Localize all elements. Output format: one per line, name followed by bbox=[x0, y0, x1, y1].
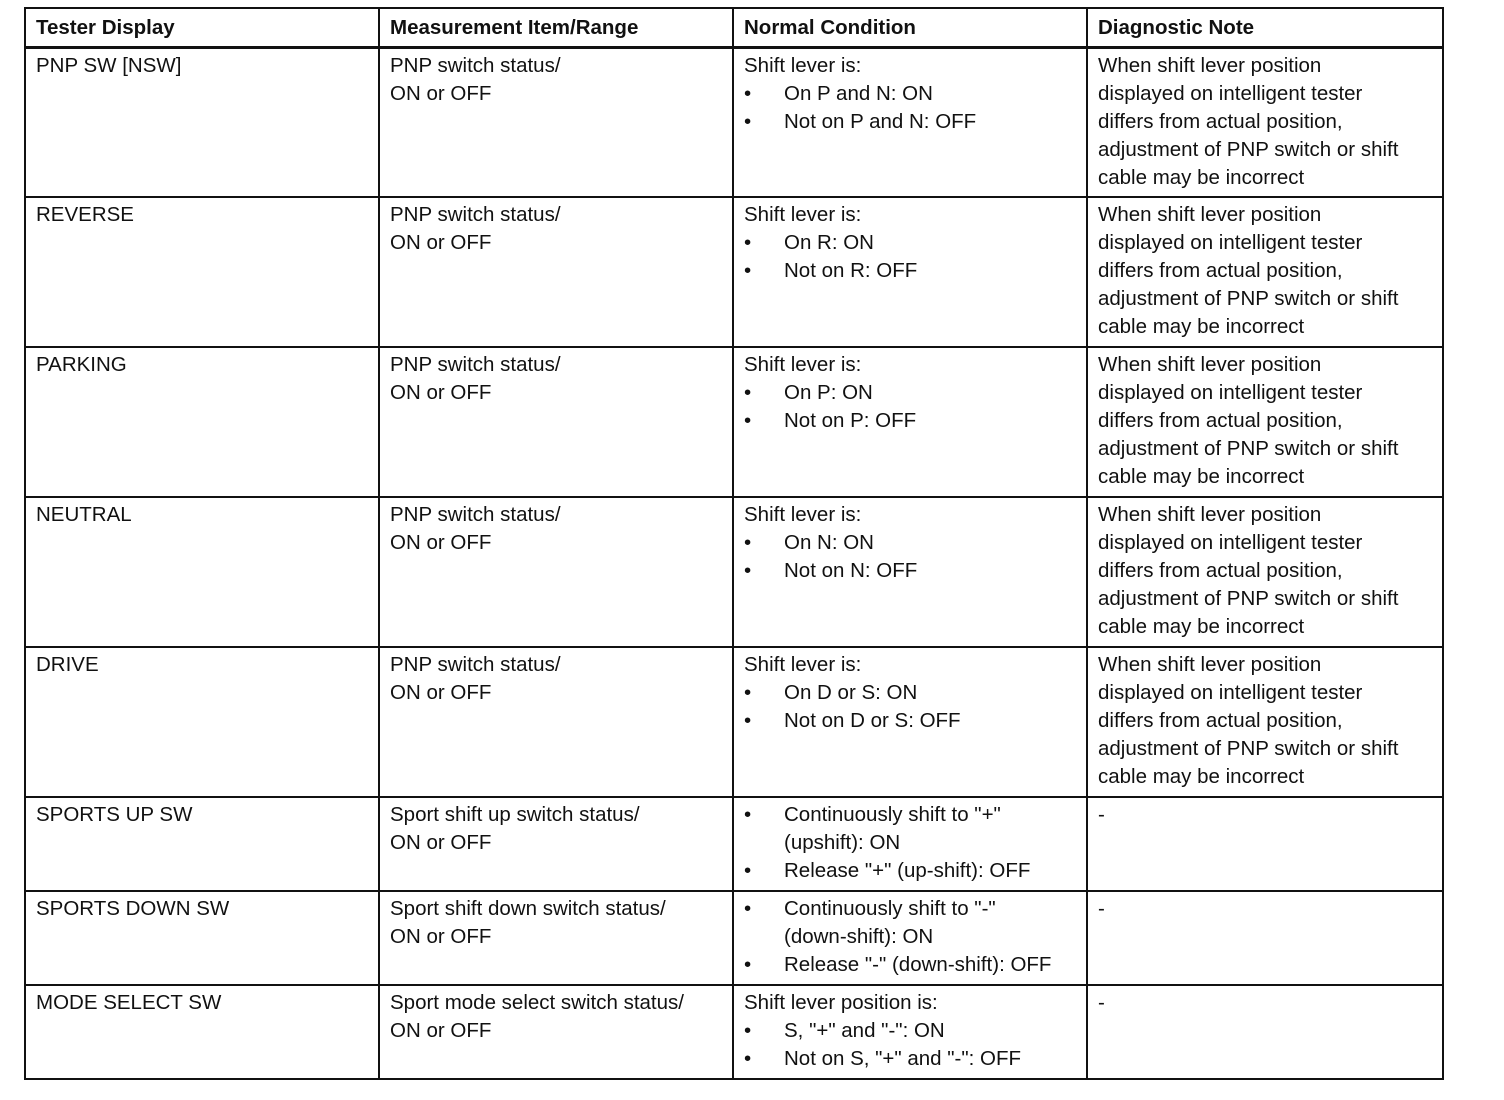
table-row bbox=[25, 985, 1443, 1079]
table-row bbox=[25, 47, 1443, 197]
measurement-line: Sport mode select switch status/ bbox=[390, 991, 684, 1014]
diagnostic-note-line: When shift lever position bbox=[1098, 353, 1322, 376]
diagnostic-note-line: differs from actual position, bbox=[1098, 109, 1343, 133]
tester-display-label: PARKING bbox=[36, 353, 127, 376]
diagnostic-note-line: - bbox=[1098, 991, 1105, 1014]
condition-intro: Shift lever is: bbox=[744, 203, 862, 226]
condition-bullet-item bbox=[744, 407, 1078, 435]
condition-text: On N: ON bbox=[784, 531, 874, 554]
measurement-line: PNP switch status/ bbox=[390, 53, 561, 77]
measurement-line: PNP switch status/ bbox=[390, 203, 561, 226]
measurement-line: ON or OFF bbox=[390, 531, 492, 554]
bullet-dot-icon: • bbox=[744, 381, 752, 404]
bullet-dot-icon: • bbox=[744, 531, 752, 554]
condition-intro: Shift lever is: bbox=[744, 503, 862, 526]
diagnostic-note-cell bbox=[1087, 347, 1443, 497]
bullet-dot-icon: • bbox=[744, 259, 752, 282]
tester-display-cell bbox=[25, 47, 379, 197]
condition-bullet-item bbox=[744, 801, 1078, 857]
measurement-cell bbox=[379, 197, 733, 347]
bullet-dot-icon: • bbox=[744, 1047, 752, 1070]
diagnostic-note-line: differs from actual position, bbox=[1098, 409, 1343, 432]
condition-bullet-item bbox=[744, 229, 1078, 257]
measurement-line: Sport shift down switch status/ bbox=[390, 897, 666, 920]
bullet-dot-icon: • bbox=[744, 681, 752, 704]
diagnostic-note-cell bbox=[1087, 985, 1443, 1079]
header-normal-condition: Normal Condition bbox=[733, 8, 1087, 47]
diagnostic-note-line: cable may be incorrect bbox=[1098, 165, 1305, 189]
bullet-dot-icon: • bbox=[744, 1019, 752, 1042]
table-row bbox=[25, 197, 1443, 347]
bullet-dot-icon: • bbox=[744, 709, 752, 732]
diagnostic-note-cell bbox=[1087, 797, 1443, 891]
condition-bullet-item bbox=[744, 857, 1078, 885]
diagnostic-note-cell bbox=[1087, 647, 1443, 797]
measurement-line: ON or OFF bbox=[390, 81, 492, 105]
header-row bbox=[25, 8, 1443, 47]
condition-intro: Shift lever is: bbox=[744, 653, 862, 676]
tester-display-label: SPORTS UP SW bbox=[36, 803, 193, 826]
header-measurement-item: Measurement Item/Range bbox=[379, 8, 733, 47]
bullet-dot-icon: • bbox=[744, 859, 752, 882]
tester-display-label: PNP SW [NSW] bbox=[36, 53, 182, 77]
diagnostic-note-line: displayed on intelligent tester bbox=[1098, 381, 1363, 404]
tester-display-label: DRIVE bbox=[36, 653, 99, 676]
condition-text: Not on R: OFF bbox=[784, 259, 918, 282]
table-row bbox=[25, 891, 1443, 985]
tester-display-cell bbox=[25, 197, 379, 347]
diagnostic-note-cell bbox=[1087, 497, 1443, 647]
diagnostic-note-line: differs from actual position, bbox=[1098, 559, 1343, 582]
condition-intro: Shift lever is: bbox=[744, 353, 862, 376]
diagnostic-table bbox=[24, 7, 1444, 1080]
measurement-line: PNP switch status/ bbox=[390, 353, 561, 376]
bullet-dot-icon: • bbox=[744, 231, 752, 254]
measurement-line: PNP switch status/ bbox=[390, 653, 561, 676]
table-row bbox=[25, 647, 1443, 797]
condition-bullet-item bbox=[744, 108, 1078, 136]
header-tester-display: Tester Display bbox=[25, 8, 379, 47]
condition-text: On P and N: ON bbox=[784, 81, 933, 105]
condition-text: Continuously shift to "-" bbox=[784, 897, 996, 920]
diagnostic-note-line: - bbox=[1098, 897, 1105, 920]
bullet-dot-icon: • bbox=[744, 803, 752, 826]
diagnostic-note-line: adjustment of PNP switch or shift bbox=[1098, 437, 1399, 460]
tester-display-label: NEUTRAL bbox=[36, 503, 132, 526]
table-row bbox=[25, 797, 1443, 891]
measurement-line: ON or OFF bbox=[390, 831, 492, 854]
normal-condition-cell bbox=[733, 647, 1087, 797]
measurement-line: ON or OFF bbox=[390, 1019, 492, 1042]
condition-bullet-item bbox=[744, 679, 1078, 707]
tester-display-cell bbox=[25, 985, 379, 1079]
diagnostic-note-line: differs from actual position, bbox=[1098, 259, 1343, 282]
diagnostic-note-line: displayed on intelligent tester bbox=[1098, 81, 1363, 105]
bullet-dot-icon: • bbox=[744, 559, 752, 582]
condition-text: Not on P and N: OFF bbox=[784, 109, 977, 133]
diagnostic-note-cell bbox=[1087, 47, 1443, 197]
measurement-cell bbox=[379, 347, 733, 497]
condition-bullet-item bbox=[744, 80, 1078, 108]
diagnostic-note-line: When shift lever position bbox=[1098, 503, 1322, 526]
condition-text: Release "-" (down-shift): OFF bbox=[784, 953, 1052, 976]
tester-display-label: SPORTS DOWN SW bbox=[36, 897, 230, 920]
table-row bbox=[25, 347, 1443, 497]
condition-text: S, "+" and "-": ON bbox=[784, 1019, 945, 1042]
diagnostic-note-line: cable may be incorrect bbox=[1098, 465, 1305, 488]
condition-bullet-item bbox=[744, 529, 1078, 557]
tester-display-cell bbox=[25, 497, 379, 647]
condition-text: Not on S, "+" and "-": OFF bbox=[784, 1047, 1022, 1070]
diagnostic-note-line: differs from actual position, bbox=[1098, 709, 1343, 732]
diagnostic-note-line: displayed on intelligent tester bbox=[1098, 531, 1363, 554]
diagnostic-note-line: adjustment of PNP switch or shift bbox=[1098, 137, 1399, 161]
condition-bullet-item bbox=[744, 557, 1078, 585]
condition-intro: Shift lever is: bbox=[744, 53, 862, 77]
diagnostic-note-line: cable may be incorrect bbox=[1098, 765, 1305, 788]
diagnostic-note-line: adjustment of PNP switch or shift bbox=[1098, 587, 1399, 610]
condition-text: (upshift): ON bbox=[784, 831, 901, 854]
normal-condition-cell bbox=[733, 497, 1087, 647]
tester-display-cell bbox=[25, 891, 379, 985]
measurement-cell bbox=[379, 891, 733, 985]
diagnostic-note-line: cable may be incorrect bbox=[1098, 615, 1305, 638]
diagnostic-note-line: displayed on intelligent tester bbox=[1098, 681, 1363, 704]
condition-text: Not on D or S: OFF bbox=[784, 709, 961, 732]
measurement-cell bbox=[379, 497, 733, 647]
diagnostic-note-line: When shift lever position bbox=[1098, 203, 1322, 226]
bullet-dot-icon: • bbox=[744, 109, 752, 133]
header-diagnostic-note: Diagnostic Note bbox=[1087, 8, 1443, 47]
measurement-cell bbox=[379, 47, 733, 197]
diagnostic-note-line: When shift lever position bbox=[1098, 53, 1322, 77]
tester-display-cell bbox=[25, 347, 379, 497]
measurement-cell bbox=[379, 985, 733, 1079]
diagnostic-note-cell bbox=[1087, 891, 1443, 985]
condition-bullet-item bbox=[744, 895, 1078, 951]
measurement-line: ON or OFF bbox=[390, 925, 492, 948]
condition-text: Not on P: OFF bbox=[784, 409, 917, 432]
normal-condition-cell bbox=[733, 197, 1087, 347]
diagnostic-note-line: - bbox=[1098, 803, 1105, 826]
diagnostic-note-line: adjustment of PNP switch or shift bbox=[1098, 287, 1399, 310]
condition-intro: Shift lever position is: bbox=[744, 991, 938, 1014]
table-body bbox=[25, 47, 1443, 1079]
tester-display-label: REVERSE bbox=[36, 203, 134, 226]
normal-condition-cell bbox=[733, 985, 1087, 1079]
normal-condition-cell bbox=[733, 797, 1087, 891]
measurement-cell bbox=[379, 647, 733, 797]
condition-bullet-item bbox=[744, 257, 1078, 285]
condition-bullet-item bbox=[744, 951, 1078, 979]
diagnostic-note-cell bbox=[1087, 197, 1443, 347]
condition-text: On R: ON bbox=[784, 231, 874, 254]
tester-display-label: MODE SELECT SW bbox=[36, 991, 222, 1014]
tester-display-cell bbox=[25, 797, 379, 891]
condition-text: Not on N: OFF bbox=[784, 559, 918, 582]
normal-condition-cell bbox=[733, 347, 1087, 497]
condition-text: On P: ON bbox=[784, 381, 873, 404]
diagnostic-note-line: When shift lever position bbox=[1098, 653, 1322, 676]
normal-condition-cell bbox=[733, 891, 1087, 985]
condition-bullet-item bbox=[744, 707, 1078, 735]
condition-bullet-item bbox=[744, 1017, 1078, 1045]
bullet-dot-icon: • bbox=[744, 953, 752, 976]
condition-text: (down-shift): ON bbox=[784, 925, 934, 948]
diagnostic-note-line: adjustment of PNP switch or shift bbox=[1098, 737, 1399, 760]
diagnostic-note-line: displayed on intelligent tester bbox=[1098, 231, 1363, 254]
measurement-line: ON or OFF bbox=[390, 381, 492, 404]
measurement-line: ON or OFF bbox=[390, 681, 492, 704]
normal-condition-cell bbox=[733, 47, 1087, 197]
diagnostic-note-line: cable may be incorrect bbox=[1098, 315, 1305, 338]
measurement-line: ON or OFF bbox=[390, 231, 492, 254]
measurement-line: PNP switch status/ bbox=[390, 503, 561, 526]
measurement-line: Sport shift up switch status/ bbox=[390, 803, 640, 826]
bullet-dot-icon: • bbox=[744, 897, 752, 920]
condition-text: Release "+" (up-shift): OFF bbox=[784, 859, 1031, 882]
measurement-cell bbox=[379, 797, 733, 891]
tester-display-cell bbox=[25, 647, 379, 797]
table-row bbox=[25, 497, 1443, 647]
condition-bullet-item bbox=[744, 379, 1078, 407]
condition-text: On D or S: ON bbox=[784, 681, 918, 704]
bullet-dot-icon: • bbox=[744, 409, 752, 432]
condition-bullet-item bbox=[744, 1045, 1078, 1073]
condition-text: Continuously shift to "+" bbox=[784, 803, 1001, 826]
bullet-dot-icon: • bbox=[744, 81, 752, 105]
